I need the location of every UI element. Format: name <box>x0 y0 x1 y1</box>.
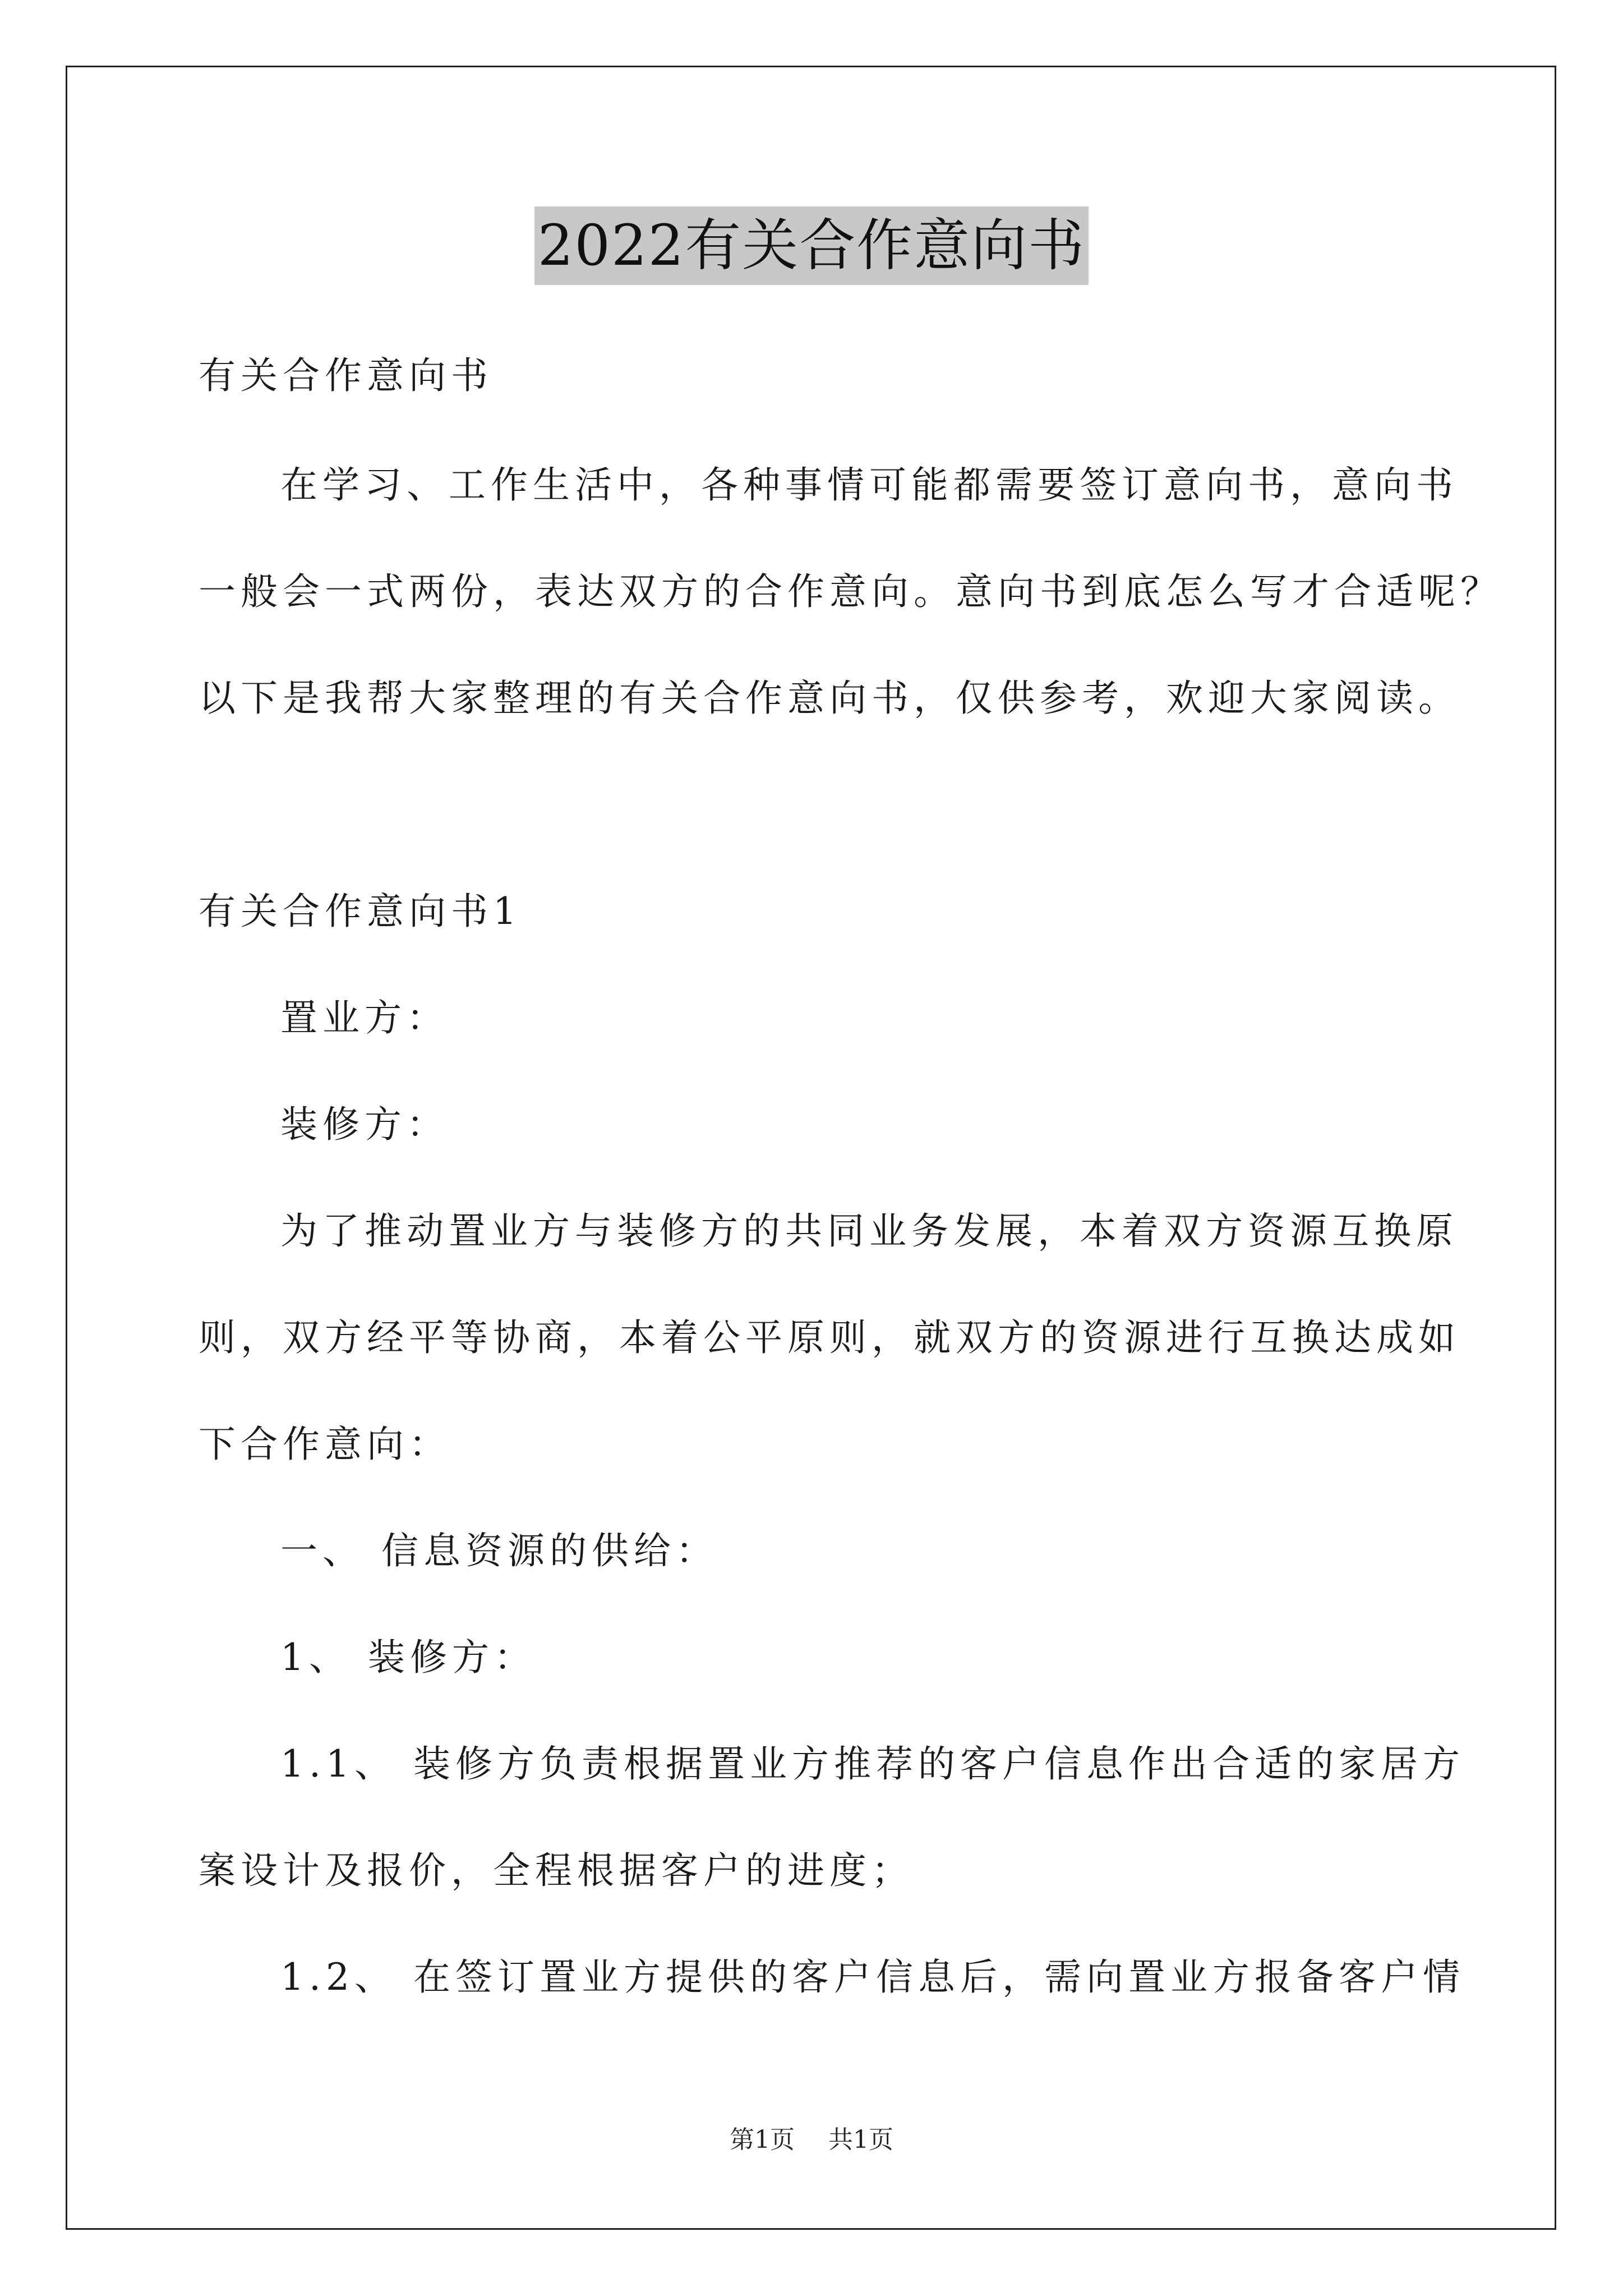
party-decorator-label: 装修方： <box>280 1103 449 1146</box>
intro-line-3: 以下是我帮大家整理的有关合作意向书，仅供参考，欢迎大家阅读。 <box>199 677 1460 720</box>
clause-item-1: 1、 装修方： <box>280 1636 536 1679</box>
page-footer <box>0 2123 1623 2157</box>
intro-line-1: 在学习、工作生活中，各种事情可能都需要签订意向书，意向书 <box>280 463 1458 507</box>
party-owner-label: 置业方： <box>280 996 449 1039</box>
title-container <box>0 206 1623 285</box>
clause-item-1-2-line-1: 1.2、 在签订置业方提供的客户信息后，需向置业方报备客户情 <box>280 1955 1465 1999</box>
page-total: 共1页 <box>828 2125 893 2154</box>
document-title: 2022有关合作意向书 <box>534 206 1089 285</box>
intro-line-2: 一般会一式两份，表达双方的合作意向。意向书到底怎么写才合适呢？ <box>199 570 1502 613</box>
section-heading: 有关合作意向书 <box>199 354 493 397</box>
body-line-1: 为了推动置业方与装修方的共同业务发展，本着双方资源互换原 <box>280 1209 1458 1253</box>
clause-item-1-1-line-2: 案设计及报价，全程根据客户的进度； <box>199 1849 914 1892</box>
body-line-2: 则，双方经平等协商，本着公平原则，就双方的资源进行互换达成如 <box>199 1316 1460 1359</box>
body-line-3: 下合作意向： <box>199 1423 451 1466</box>
clause-item-1-1-line-1: 1.1、 装修方负责根据置业方推荐的客户信息作出合适的家居方 <box>280 1742 1465 1786</box>
page-number: 第1页 <box>730 2125 795 2154</box>
clause-heading-1: 一、 信息资源的供给： <box>280 1529 718 1572</box>
subsection-heading: 有关合作意向书1 <box>199 890 522 933</box>
